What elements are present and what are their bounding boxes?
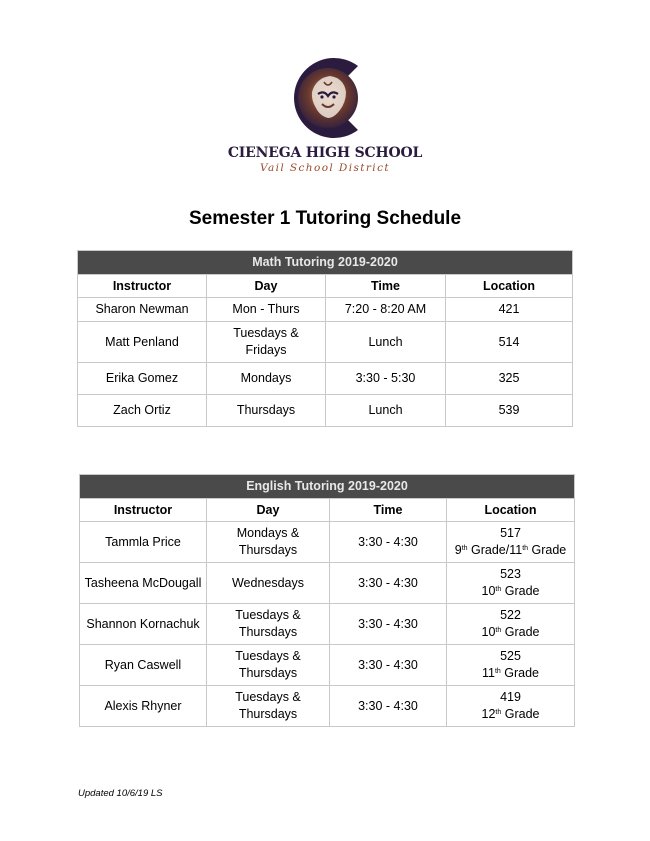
table-row — [78, 363, 573, 395]
day-cell — [207, 322, 326, 363]
day-cell: Mon - Thurs — [207, 298, 326, 322]
district-name: Vail School District — [260, 162, 390, 174]
location-cell — [447, 522, 575, 563]
math-table-banner: Math Tutoring 2019-2020 — [78, 251, 573, 275]
instructor-cell: Matt Penland — [78, 322, 207, 363]
room-number: 522 — [500, 608, 521, 622]
day-line: Tuesdays & — [235, 649, 301, 663]
column-header-time: Time — [326, 275, 446, 298]
day-cell: Wednesdays — [207, 563, 330, 604]
day-cell — [207, 645, 330, 686]
instructor-cell: Tasheena McDougall — [80, 563, 207, 604]
time-cell: 7:20 - 8:20 AM — [326, 298, 446, 322]
instructor-cell: Ryan Caswell — [80, 645, 207, 686]
room-number: 517 — [500, 526, 521, 540]
math-tutoring-table — [77, 250, 573, 427]
day-cell — [207, 522, 330, 563]
cougar-logo-icon — [280, 52, 370, 144]
table-row — [78, 322, 573, 363]
grade-level: 11th Grade — [481, 666, 540, 680]
grade-level: 12th Grade — [481, 707, 540, 721]
instructor-cell: Zach Ortiz — [78, 395, 207, 427]
room-number: 419 — [500, 690, 521, 704]
location-cell — [447, 686, 575, 727]
time-cell: 3:30 - 4:30 — [330, 645, 447, 686]
school-name: CIENEGA HIGH SCHOOL — [227, 145, 423, 161]
location-cell — [447, 645, 575, 686]
column-header-day: Day — [207, 275, 326, 298]
instructor-cell: Tammla Price — [80, 522, 207, 563]
room-number: 523 — [500, 567, 521, 581]
time-cell: 3:30 - 4:30 — [330, 604, 447, 645]
location-cell: 514 — [446, 322, 573, 363]
location-cell — [447, 563, 575, 604]
grade-level: 10th Grade — [481, 584, 540, 598]
location-cell: 421 — [446, 298, 573, 322]
column-header-location: Location — [447, 499, 575, 522]
location-cell: 539 — [446, 395, 573, 427]
instructor-cell: Sharon Newman — [78, 298, 207, 322]
table-row — [80, 645, 575, 686]
column-header-instructor: Instructor — [78, 275, 207, 298]
page-title: Semester 1 Tutoring Schedule — [188, 208, 462, 229]
day-line: Thursdays — [238, 625, 298, 639]
column-header-location: Location — [446, 275, 573, 298]
day-cell — [207, 604, 330, 645]
location-cell: 325 — [446, 363, 573, 395]
day-line: Thursdays — [238, 666, 298, 680]
instructor-cell: Alexis Rhyner — [80, 686, 207, 727]
time-cell: Lunch — [326, 395, 446, 427]
updated-note: Updated 10/6/19 LS — [78, 788, 163, 799]
table-row — [80, 686, 575, 727]
day-cell — [207, 686, 330, 727]
day-cell: Mondays — [207, 363, 326, 395]
time-cell: Lunch — [326, 322, 446, 363]
time-cell: 3:30 - 4:30 — [330, 522, 447, 563]
column-header-instructor: Instructor — [80, 499, 207, 522]
time-cell: 3:30 - 4:30 — [330, 686, 447, 727]
instructor-cell: Shannon Kornachuk — [80, 604, 207, 645]
table-row — [80, 563, 575, 604]
instructor-cell: Erika Gomez — [78, 363, 207, 395]
location-cell — [447, 604, 575, 645]
time-cell: 3:30 - 5:30 — [326, 363, 446, 395]
day-line: Mondays & — [236, 526, 300, 540]
table-row — [78, 395, 573, 427]
english-table-banner: English Tutoring 2019-2020 — [80, 475, 575, 499]
grade-level: 9th Grade/11th Grade — [454, 543, 567, 557]
school-logo — [0, 52, 650, 144]
room-number: 525 — [500, 649, 521, 663]
column-header-time: Time — [330, 499, 447, 522]
table-row — [78, 298, 573, 322]
column-header-day: Day — [207, 499, 330, 522]
day-line: Tuesdays & — [233, 326, 299, 340]
day-line: Tuesdays & — [235, 690, 301, 704]
table-row — [80, 522, 575, 563]
english-tutoring-table — [79, 474, 575, 727]
day-line: Fridays — [245, 343, 287, 357]
grade-level: 10th Grade — [481, 625, 540, 639]
table-row — [80, 604, 575, 645]
day-cell: Thursdays — [207, 395, 326, 427]
day-line: Thursdays — [238, 707, 298, 721]
day-line: Thursdays — [238, 543, 298, 557]
day-line: Tuesdays & — [235, 608, 301, 622]
time-cell: 3:30 - 4:30 — [330, 563, 447, 604]
